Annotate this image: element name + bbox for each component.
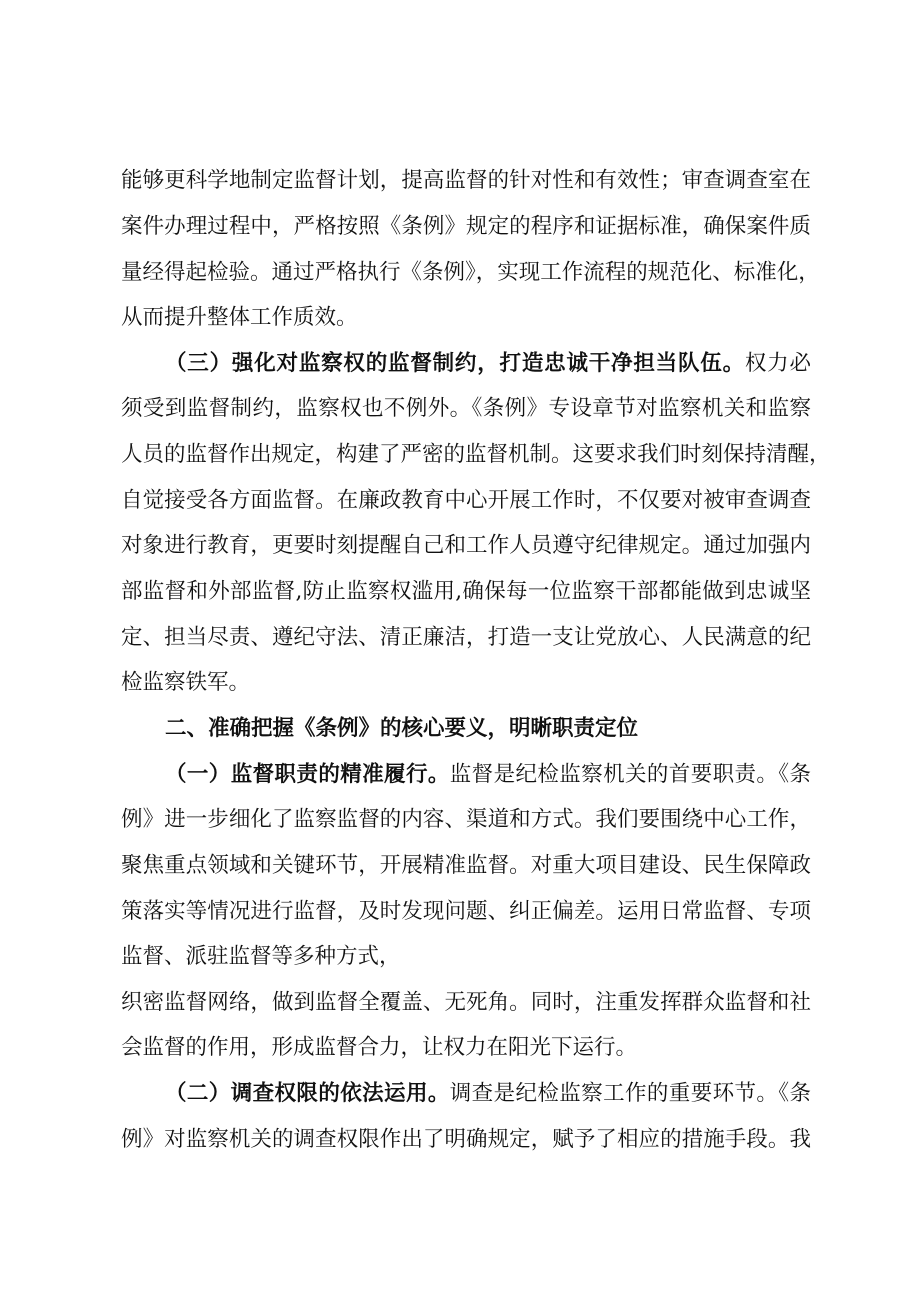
section-heading-2: （二）调查权限的依法运用。 [165,1081,450,1106]
paragraph-line: 策落实等情况进行监督，及时发现问题、纠正偏差。运用日常监督、专项 [121,899,811,924]
paragraph-line: 须受到监督制约，监察权也不例外。《条例》专设章节对监察机关和监察 [121,396,811,421]
paragraph-line: 定、担当尽责、遵纪守法、清正廉洁，打造一支让党放心、人民满意的纪 [121,625,811,650]
paragraph-line: 对象进行教育，更要时刻提醒自己和工作人员遵守纪律规定。通过加强内 [121,533,811,558]
section-lead-line: （一）监督职责的精准履行。监督是纪检监察机关的首要职责。《条 [165,762,811,787]
paragraph-line: 织密监督网络，做到监督全覆盖、无死角。同时，注重发挥群众监督和社 [121,990,811,1015]
paragraph-line: 检监察铁军。 [121,670,251,695]
paragraph-line: 能够更科学地制定监督计划，提高监督的针对性和有效性；审查调查室在 [121,168,811,193]
section-lead-line: （二）调查权限的依法运用。调查是纪检监察工作的重要环节。《条 [165,1081,811,1106]
paragraph-line: 例》进一步细化了监察监督的内容、渠道和方式。我们要围绕中心工作， [121,807,811,832]
paragraph-line: 会监督的作用，形成监督合力，让权力在阳光下运行。 [121,1035,638,1060]
paragraph-line: 案件办理过程中，严格按照《条例》规定的程序和证据标准，确保案件质 [121,214,811,239]
paragraph-line: 例》对监察机关的调查权限作出了明确规定，赋予了相应的措施手段。我 [121,1127,811,1152]
section-heading-1: （一）监督职责的精准履行。 [165,762,450,787]
paragraph-line: 监督、派驻监督等多种方式， [121,944,401,969]
chapter-heading: 二、准确把握《条例》的核心要义，明晰职责定位 [165,716,639,741]
section-lead-line: （三）强化对监察权的监督制约，打造忠诚干净担当队伍。权力必 [165,351,811,376]
paragraph-line: 聚焦重点领域和关键环节，开展精准监督。对重大项目建设、民生保障政 [121,853,811,878]
paragraph-line: 自觉接受各方面监督。在廉政教育中心开展工作时，不仅要对被审查调查 [121,488,811,513]
paragraph-line: 人员的监督作出规定，构建了严密的监督机制。这要求我们时刻保持清醒， [121,442,831,467]
paragraph-line: 部监督和外部监督,防止监察权滥用,确保每一位监察干部都能做到忠诚坚 [121,579,811,604]
section-heading-3: （三）强化对监察权的监督制约，打造忠诚干净担当队伍。 [165,351,745,376]
paragraph-line: 量经得起检验。通过严格执行《条例》，实现工作流程的规范化、标准化， [121,260,820,285]
paragraph-line: 从而提升整体工作质效。 [121,305,358,330]
